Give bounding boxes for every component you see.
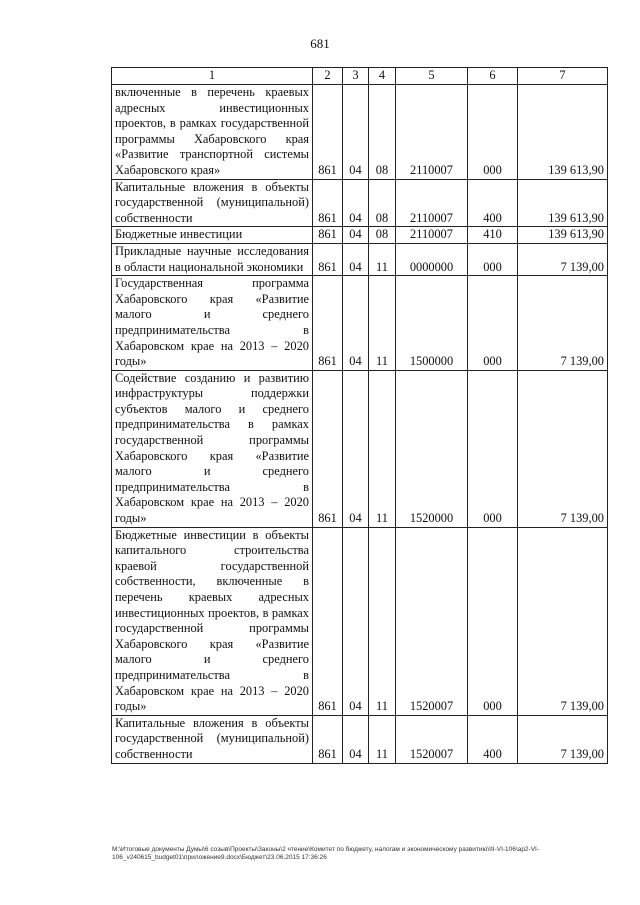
- cell-amount: 7 139,00: [518, 276, 608, 371]
- cell-expense-type: 000: [468, 527, 518, 715]
- table-row: [112, 85, 608, 180]
- cell-amount: 7 139,00: [518, 370, 608, 527]
- cell-section: 04: [343, 179, 369, 227]
- row-name: Капитальные вложения в объекты государственной (муниципальной) собственности: [112, 179, 313, 227]
- cell-amount: 7 139,00: [518, 527, 608, 715]
- cell-ministry: 861: [313, 179, 343, 227]
- cell-section: 04: [343, 527, 369, 715]
- cell-section: 04: [343, 715, 369, 763]
- cell-ministry: 861: [313, 715, 343, 763]
- cell-expense-type: 000: [468, 85, 518, 180]
- cell-expense-type: 000: [468, 370, 518, 527]
- cell-subsection: 11: [369, 276, 396, 371]
- budget-table: [111, 67, 608, 764]
- cell-target-item: 2110007: [396, 227, 468, 244]
- cell-amount: 139 613,90: [518, 85, 608, 180]
- row-name: Государственная программа Хабаровского края «Развитие малого и среднего предпринимательства в Хабаровском крае на 2013 – 2020 годы»: [112, 276, 313, 371]
- table-row: [112, 370, 608, 527]
- cell-expense-type: 400: [468, 179, 518, 227]
- cell-target-item: 1520007: [396, 527, 468, 715]
- table-row: [112, 715, 608, 763]
- row-name: Бюджетные инвестиции в объекты капитального строительства краевой государственной собственности, включенные в перечень краевых адресных инвестиционных проектов, в рамках государственной программы Хабаровского края «Развитие малого и среднего предпринимательства в Хабаровском крае на 2013 – 2020 годы»: [112, 527, 313, 715]
- table-row: [112, 179, 608, 227]
- cell-amount: 7 139,00: [518, 715, 608, 763]
- cell-target-item: 2110007: [396, 179, 468, 227]
- header-col-4: 4: [369, 68, 396, 85]
- cell-target-item: 2110007: [396, 85, 468, 180]
- cell-amount: 139 613,90: [518, 179, 608, 227]
- cell-target-item: 1520000: [396, 370, 468, 527]
- cell-expense-type: 410: [468, 227, 518, 244]
- cell-section: 04: [343, 276, 369, 371]
- cell-subsection: 11: [369, 715, 396, 763]
- row-name: Капитальные вложения в объекты государственной (муниципальной) собственности: [112, 715, 313, 763]
- cell-section: 04: [343, 85, 369, 180]
- cell-target-item: 1520007: [396, 715, 468, 763]
- header-col-5: 5: [396, 68, 468, 85]
- cell-ministry: 861: [313, 85, 343, 180]
- header-col-6: 6: [468, 68, 518, 85]
- cell-subsection: 11: [369, 370, 396, 527]
- cell-expense-type: 000: [468, 243, 518, 275]
- header-col-3: 3: [343, 68, 369, 85]
- header-col-7: 7: [518, 68, 608, 85]
- table-row: [112, 243, 608, 275]
- table-row: [112, 276, 608, 371]
- cell-subsection: 08: [369, 227, 396, 244]
- cell-ministry: 861: [313, 370, 343, 527]
- header-col-2: 2: [313, 68, 343, 85]
- cell-section: 04: [343, 227, 369, 244]
- cell-expense-type: 400: [468, 715, 518, 763]
- page-number: 681: [310, 36, 330, 51]
- cell-target-item: 0000000: [396, 243, 468, 275]
- cell-subsection: 11: [369, 243, 396, 275]
- cell-section: 04: [343, 370, 369, 527]
- row-name: Бюджетные инвестиции: [112, 227, 313, 244]
- cell-expense-type: 000: [468, 276, 518, 371]
- cell-ministry: 861: [313, 227, 343, 244]
- cell-subsection: 11: [369, 527, 396, 715]
- cell-subsection: 08: [369, 179, 396, 227]
- cell-section: 04: [343, 243, 369, 275]
- cell-amount: 7 139,00: [518, 243, 608, 275]
- cell-target-item: 1500000: [396, 276, 468, 371]
- cell-amount: 139 613,90: [518, 227, 608, 244]
- table-row: [112, 227, 608, 244]
- row-name: Прикладные научные исследования в области национальной экономики: [112, 243, 313, 275]
- document-path-footer: M:\Итоговые документы Думы\6 созыв\Проекты\Законы\2 чтение\Комитет по бюджету, налогам и экономическому развитию\III-VI-106\ар2-VI-106_v240615_budget01\приложение9.docx\Бюджет\23.06.2015 17:36:26: [112, 846, 540, 861]
- cell-subsection: 08: [369, 85, 396, 180]
- table-header-row: [112, 68, 608, 85]
- cell-ministry: 861: [313, 276, 343, 371]
- cell-ministry: 861: [313, 243, 343, 275]
- header-col-1: 1: [112, 68, 313, 85]
- row-name: Содействие созданию и развитию инфраструктуры поддержки субъектов малого и среднего предпринимательства в рамках государственной программы Хабаровского края «Развитие малого и среднего предпринимательства в Хабаровском крае на 2013 – 2020 годы»: [112, 370, 313, 527]
- row-name: включенные в перечень краевых адресных инвестиционных проектов, в рамках государственной программы Хабаровского края «Развитие транспортной системы Хабаровского края»: [112, 85, 313, 180]
- table-row: [112, 527, 608, 715]
- cell-ministry: 861: [313, 527, 343, 715]
